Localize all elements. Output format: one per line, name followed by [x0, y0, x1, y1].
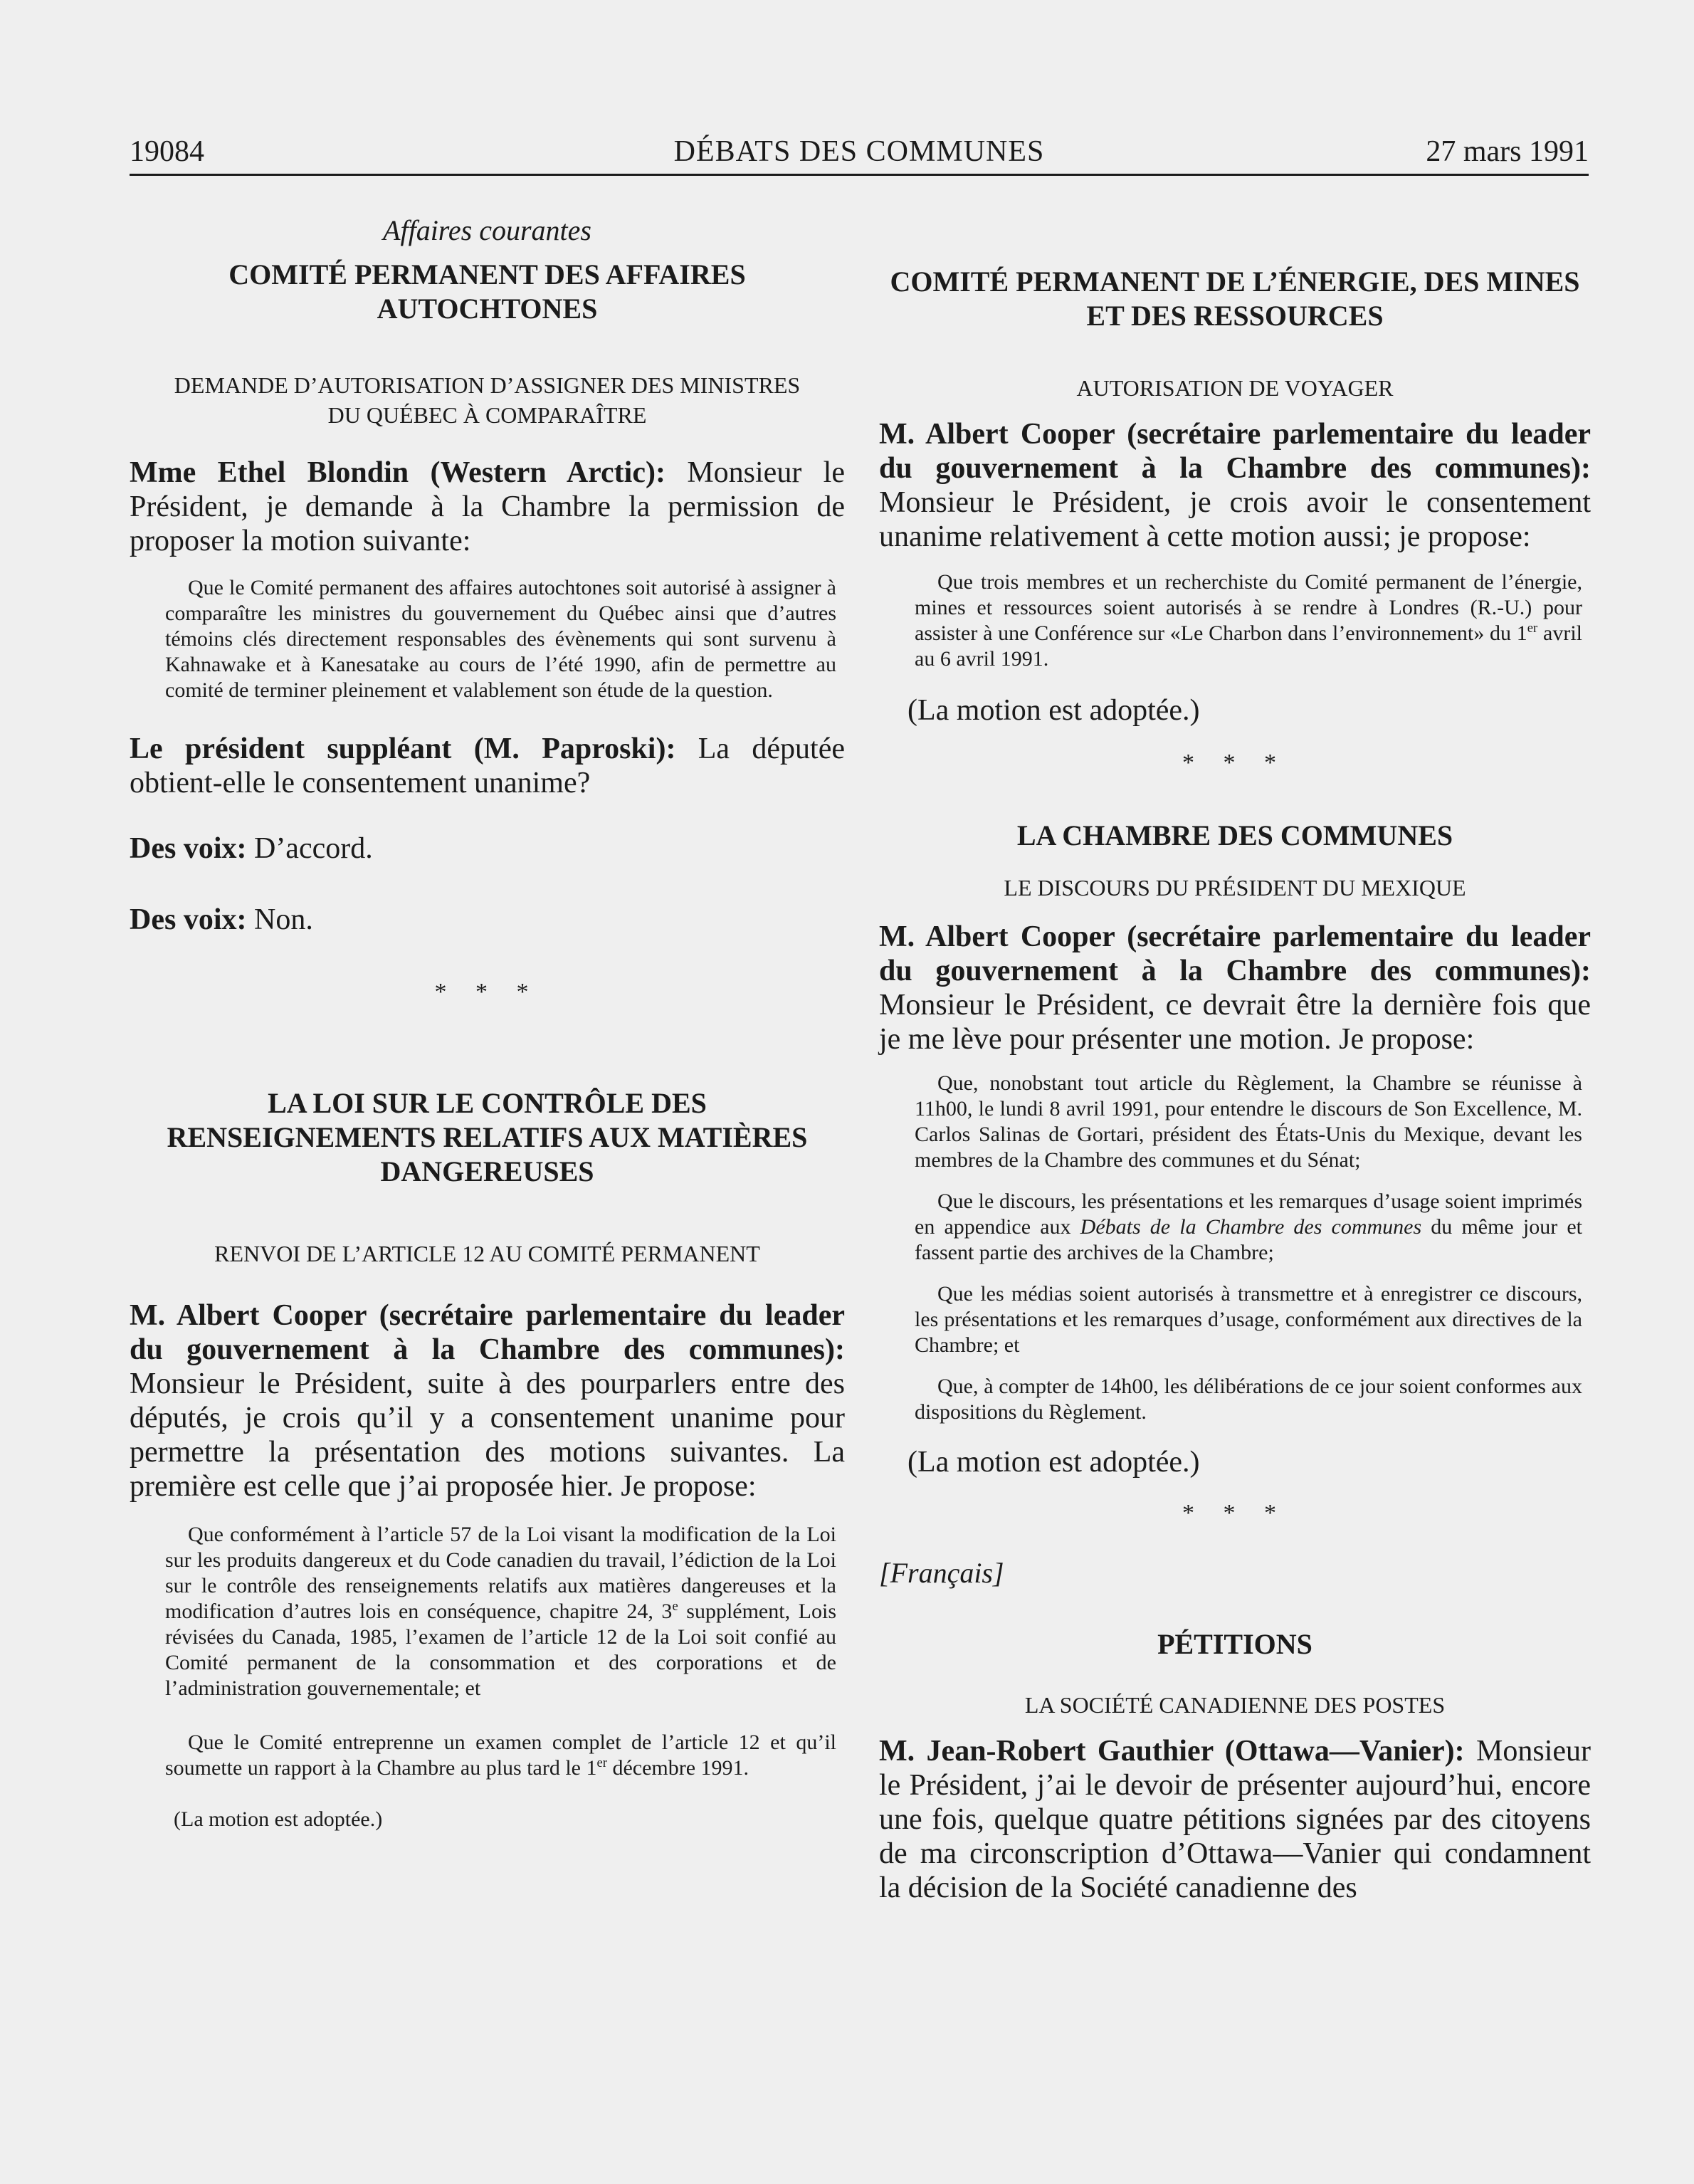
- motion-text-part: Que le Comité entreprenne un examen complet de l’article 12 et qu’il soumette un rapport à la Chambre au plus tard le 1: [165, 1731, 836, 1780]
- speaker-name: Des voix:: [130, 903, 247, 936]
- speech-text: Monsieur le Président, je demande à la Chambre la permission de proposer la motion suivante:: [130, 456, 845, 557]
- speech-cooper-3: [879, 920, 1591, 1056]
- speaker-name: M. Albert Cooper (secrétaire parlementaire du leader du gouvernement à la Chambre des communes):: [879, 920, 1591, 987]
- subsection-title: LE DISCOURS DU PRÉSIDENT DU MEXIQUE: [1004, 875, 1466, 901]
- page-number: 19084: [130, 135, 204, 168]
- motion-text-part: supplément, Lois révisées du Canada, 1985, l’examen de l’article 12 de la Loi soit confié au Comité permanent de la consommation et des corporations et de l’administration gouvernementale; et: [165, 1600, 836, 1700]
- rubric: Affaires courantes: [383, 214, 591, 246]
- speech-president: [130, 732, 845, 800]
- section-title-line: AUTOCHTONES: [377, 293, 598, 325]
- motion-text: Que les médias soient autorisés à transmettre et à enregistrer ce discours, les présentations et les remarques d’usage, conformément aux directives de la Chambre; et: [915, 1282, 1582, 1357]
- motion-quote: [879, 569, 1591, 672]
- speech-text: Monsieur le Président, je crois avoir le consentement unanime relativement à cette motion aussi; je propose:: [879, 486, 1591, 553]
- speaker-name: Mme Ethel Blondin (Western Arctic):: [130, 456, 666, 489]
- motion-text-part: avril au 6 avril 1991.: [915, 621, 1582, 671]
- section-title-energie: [879, 265, 1591, 333]
- motion-text-part: décembre 1991.: [606, 1756, 749, 1780]
- speech-text: La députée obtient-elle le consentement unanime?: [130, 733, 845, 799]
- speech-text: Monsieur le Président, ce devrait être la dernière fois que je me lève pour présenter une motion. Je propose:: [879, 989, 1591, 1056]
- page-header: [130, 135, 1589, 176]
- section-title-line: DANGEREUSES: [380, 1155, 594, 1187]
- subsection-title-line: DU QUÉBEC À COMPARAÎTRE: [327, 402, 647, 428]
- speech-gauthier: [879, 1734, 1591, 1905]
- subsection-title: LA SOCIÉTÉ CANADIENNE DES POSTES: [1024, 1692, 1446, 1718]
- section-title-line: RENSEIGNEMENTS RELATIFS AUX MATIÈRES: [167, 1121, 808, 1153]
- page-date: 27 mars 1991: [1426, 135, 1589, 168]
- section-title-affaires-autochtones: [130, 258, 845, 326]
- motion-text-part: du même jour et fassent partie des archives de la Chambre;: [915, 1215, 1583, 1264]
- motion-text: [165, 1730, 836, 1781]
- speech-text: Monsieur le Président, suite à des pourparlers entre des députés, je crois qu’il y a consentement unanime pour permettre la présentation des motions suivantes. La première est celle que j’ai proposée hier. Je propose:: [130, 1367, 845, 1503]
- motion-quote: [130, 1522, 845, 1781]
- superscript: e: [672, 1599, 678, 1614]
- section-separator: * * *: [1182, 750, 1288, 776]
- speech-text: Non.: [246, 903, 313, 936]
- speaker-name: Des voix:: [130, 832, 247, 865]
- speaker-name: M. Jean-Robert Gauthier (Ottawa—Vanier):: [879, 1735, 1465, 1768]
- speech-cooper-2: [879, 417, 1591, 554]
- subsection-title: AUTORISATION DE VOYAGER: [1076, 375, 1394, 401]
- section-title-line: COMITÉ PERMANENT DES AFFAIRES: [228, 258, 746, 290]
- section-separator: * * *: [434, 979, 540, 1005]
- speech-text: Monsieur le Président, j’ai le devoir de présenter aujourd’hui, encore une fois, quelque quatre pétitions signées par des citoyens de ma circonscription d’Ottawa—Vanier qui condamnent la décision de la Société canadienne des: [879, 1735, 1591, 1904]
- section-title-matieres-dangereuses: [130, 1086, 845, 1189]
- motion-adopted: (La motion est adoptée.): [174, 1807, 383, 1831]
- motion-text-part: Que conformément à l’article 57 de la Loi visant la modification de la Loi sur les produits dangereux et du Code canadien du travail, l’édiction de la Loi sur le contrôle des renseignements relatifs aux matières dangereuses et la modification d’autres lois en conséquence, chapitre 24, 3: [165, 1523, 836, 1623]
- motion-text: Que, à compter de 14h00, les délibérations de ce jour soient conformes aux dispositions du Règlement.: [915, 1375, 1582, 1424]
- speech-text: D’accord.: [246, 832, 373, 865]
- motion-adopted: (La motion est adoptée.): [908, 694, 1200, 727]
- section-title-petitions: PÉTITIONS: [1157, 1628, 1312, 1660]
- motion-quote: [879, 1071, 1591, 1425]
- voices-disagree: [130, 903, 845, 937]
- motion-text: [915, 569, 1582, 672]
- motion-text: Que le Comité permanent des affaires autochtones soit autorisé à assigner à comparaître les ministres du gouvernement du Québec ainsi que d’autres témoins clés directement responsables des évènements qui sont survenu à Kahnawake et à Kanesatake au cours de l’été 1990, afin de permettre au comité de terminer pleinement et valablement son étude de la question.: [165, 576, 836, 702]
- motion-text-part: Que le discours, les présentations et les remarques d’usage soient imprimés en appendice aux: [915, 1190, 1582, 1239]
- right-column: [879, 265, 1591, 1905]
- speech-cooper-1: [130, 1298, 845, 1503]
- motion-text: [915, 1189, 1582, 1266]
- speaker-name: M. Albert Cooper (secrétaire parlementaire du leader du gouvernement à la Chambre des communes):: [130, 1299, 845, 1366]
- speaker-name: M. Albert Cooper (secrétaire parlementaire du leader du gouvernement à la Chambre des communes):: [879, 418, 1591, 485]
- subsection-title: RENVOI DE L’ARTICLE 12 AU COMITÉ PERMANENT: [214, 1241, 760, 1266]
- section-title-line: COMITÉ PERMANENT DE L’ÉNERGIE, DES MINES: [890, 266, 1580, 298]
- motion-text: Que, nonobstant tout article du Règlement, la Chambre se réunisse à 11h00, le lundi 8 avril 1991, pour entendre le discours de Son Excellence, M. Carlos Salinas de Gortari, président des États-Unis du Mexique, devant les membres de la Chambre des communes et du Sénat;: [915, 1071, 1582, 1172]
- voices-agree: [130, 831, 845, 866]
- language-marker: [Français]: [879, 1557, 1004, 1589]
- motion-text-italic: Débats de la Chambre des communes: [1080, 1215, 1422, 1239]
- left-column: [130, 214, 845, 1832]
- speech-blondin: [130, 456, 845, 558]
- section-separator: * * *: [1182, 1500, 1288, 1526]
- subsection-title: [130, 370, 845, 430]
- motion-adopted: (La motion est adoptée.): [908, 1446, 1200, 1479]
- section-title-line: LA LOI SUR LE CONTRÔLE DES: [268, 1087, 707, 1119]
- subsection-title-line: DEMANDE D’AUTORISATION D’ASSIGNER DES MINISTRES: [174, 372, 801, 398]
- motion-text-part: Que trois membres et un recherchiste du Comité permanent de l’énergie, mines et ressources soient autorisés à se rendre à Londres (R.-U.) pour assister à une Conférence sur «Le Charbon dans l’environnement» du 1: [915, 570, 1582, 645]
- section-title-line: ET DES RESSOURCES: [1086, 300, 1384, 332]
- section-title-chambre: LA CHAMBRE DES COMMUNES: [1016, 819, 1453, 851]
- superscript: er: [596, 1755, 607, 1770]
- speaker-name: Le président suppléant (M. Paproski):: [130, 733, 676, 765]
- publication-title: DÉBATS DES COMMUNES: [673, 135, 1045, 168]
- superscript: er: [1527, 621, 1538, 636]
- motion-text: [165, 1522, 836, 1701]
- motion-quote: [130, 575, 845, 703]
